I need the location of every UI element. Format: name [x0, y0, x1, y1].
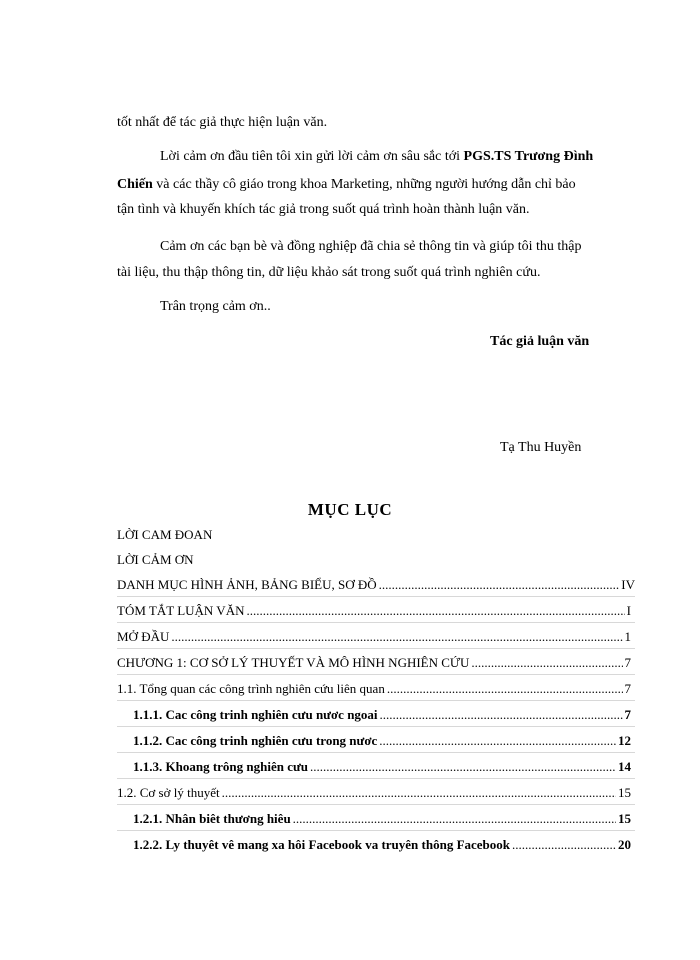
- toc-divider: [117, 778, 635, 779]
- toc-divider: [117, 804, 635, 805]
- toc-entry-page: 7: [624, 681, 631, 696]
- ack-para-2-line-2: [117, 176, 576, 194]
- toc-title: MỤC LỤC: [307, 500, 393, 519]
- toc-leader-dots: [380, 707, 623, 723]
- toc-entry-1-1-2[interactable]: [133, 733, 631, 749]
- toc-leader-dots: [379, 733, 616, 749]
- toc-entry-label: CHƯƠNG 1: CƠ SỞ LÝ THUYẾT VÀ MÔ HÌNH NGHIÊN CỨU: [117, 655, 470, 670]
- toc-divider: [117, 830, 635, 831]
- toc-entry-chuong-1[interactable]: [117, 655, 631, 671]
- ack-p2-rest: và các thầy cô giáo trong khoa Marketing, những người hướng dẫn chỉ bảo: [152, 177, 576, 192]
- toc-leader-dots: [471, 655, 622, 671]
- toc-divider: [117, 726, 635, 727]
- toc-leader-dots: [379, 577, 620, 593]
- toc-entry-danh-muc[interactable]: [117, 577, 635, 593]
- toc-entry-label: 1.1.1. Cac công trinh nghiên cưu nươc ngoai: [133, 707, 378, 722]
- toc-divider: [117, 674, 635, 675]
- toc-leader-dots: [171, 629, 622, 645]
- toc-entry-mo-dau[interactable]: [117, 629, 631, 645]
- ack-line-1: tốt nhất để tác giả thực hiện luận văn.: [117, 115, 328, 130]
- toc-entry-loi-cam-doan[interactable]: [117, 527, 212, 543]
- toc-leader-dots: [512, 837, 616, 853]
- toc-entry-label: 1.2. Cơ sở lý thuyết: [117, 785, 220, 800]
- ack-para-2-line-1: [160, 148, 593, 166]
- toc-entry-label: 1.1.2. Cac công trinh nghiên cưu trong nươc: [133, 733, 378, 748]
- toc-leader-dots: [293, 811, 616, 827]
- ack-para-3-line-1: Cảm ơn các bạn bè và đồng nghiệp đã chia sẻ thông tin và giúp tôi thu thập: [160, 239, 582, 254]
- toc-entry-1-1-1[interactable]: [133, 707, 631, 723]
- toc-entry-1-1[interactable]: [117, 681, 631, 697]
- toc-leader-dots: [387, 681, 623, 697]
- toc-entry-tom-tat[interactable]: [117, 603, 631, 619]
- toc-entry-1-2-1[interactable]: [133, 811, 631, 827]
- toc-entry-1-2[interactable]: [117, 785, 631, 801]
- toc-entry-1-1-3[interactable]: [133, 759, 631, 775]
- toc-entry-label: MỞ ĐẦU: [117, 629, 170, 644]
- toc-entry-page: 20: [618, 837, 631, 852]
- toc-entry-page: 7: [624, 655, 631, 670]
- advisor-name-part-2: Chiến: [117, 177, 153, 192]
- ack-para-3-line-2: tài liệu, thu thập thông tin, dữ liệu khảo sát trong suốt quá trình nghiên cứu.: [117, 265, 541, 280]
- toc-leader-dots: [246, 603, 624, 619]
- toc-entry-label: LỜI CAM ĐOAN: [117, 527, 213, 542]
- toc-entry-label: LỜI CẢM ƠN: [117, 552, 194, 567]
- toc-entry-label: 1.2.1. Nhân biêt thương hiêu: [133, 811, 291, 826]
- toc-leader-dots: [222, 785, 616, 801]
- toc-entry-loi-cam-on[interactable]: [117, 552, 194, 568]
- toc-entry-page: 7: [624, 707, 631, 722]
- toc-divider: [117, 622, 635, 623]
- ack-para-2-line-3: tận tình và khuyến khích tác giả trong suốt quá trình hoàn thành luận văn.: [117, 202, 530, 217]
- author-name: Tạ Thu Huyền: [500, 440, 582, 455]
- toc-entry-1-2-2[interactable]: [133, 837, 631, 853]
- toc-entry-page: IV: [621, 577, 635, 592]
- closing-line: Trân trọng cảm ơn..: [160, 299, 271, 314]
- toc-entry-label: 1.1.3. Khoang trông nghiên cưu: [133, 759, 309, 774]
- toc-entry-page: I: [626, 603, 631, 618]
- toc-entry-label: 1.1. Tổng quan các công trình nghiên cứu liên quan: [117, 681, 385, 696]
- advisor-name-part-1: PGS.TS Trương Đình: [463, 149, 594, 164]
- toc-entry-page: 1: [624, 629, 631, 644]
- toc-divider: [117, 596, 635, 597]
- toc-divider: [117, 700, 635, 701]
- toc-entry-page: 12: [618, 733, 631, 748]
- toc-entry-label: DANH MỤC HÌNH ẢNH, BẢNG BIỂU, SƠ ĐỒ: [117, 577, 377, 592]
- toc-divider: [117, 752, 635, 753]
- toc-entry-label: TÓM TẮT LUẬN VĂN: [117, 603, 245, 618]
- toc-entry-label: 1.2.2. Ly thuyêt vê mang xa hôi Facebook va truyên thông Facebook: [133, 837, 511, 852]
- toc-entry-page: 14: [618, 759, 631, 774]
- toc-leader-dots: [310, 759, 616, 775]
- toc-divider: [117, 648, 635, 649]
- author-label: Tác giả luận văn: [490, 334, 590, 349]
- toc-entry-page: 15: [618, 811, 631, 826]
- toc-entry-page: 15: [618, 785, 631, 800]
- ack-p2-pre: Lời cảm ơn đầu tiên tôi xin gửi lời cảm ơn sâu sắc tới: [160, 149, 464, 164]
